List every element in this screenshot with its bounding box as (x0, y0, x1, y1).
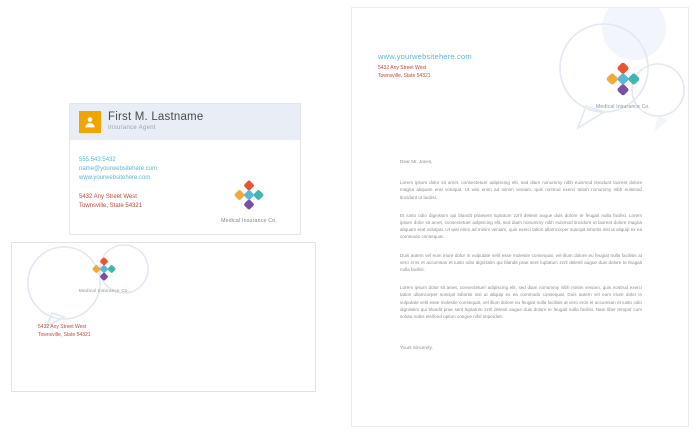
person-icon (79, 111, 101, 133)
card-name: First M. Lastname (108, 111, 204, 123)
letterhead-address-line2: Townsville, State 54321 (378, 72, 431, 79)
envelope (12, 243, 315, 391)
card-address-block (79, 193, 142, 211)
letterhead-address (378, 65, 431, 80)
envelope-logo (69, 257, 139, 293)
cross-logo-icon (606, 62, 640, 96)
letter-paragraph: Lorem ipsum dolor sit amet, consectetuer adipiscing elit, sed diam nonummy nibh euismod tincidunt laoreet dolore magna aliquam erat volutpat. Ut wisi enim ad minim veniam, quis nostrud exerci tation nonummy nibh euismod tincidunt ut lacilisi. (400, 180, 642, 200)
letter-body (400, 158, 642, 351)
business-card (70, 104, 300, 234)
card-phone: 555.543.5432 (79, 157, 116, 163)
envelope-company-name: Medical Insurance Co. (79, 288, 129, 293)
envelope-address-line2: Townsville, State 54321 (38, 331, 91, 338)
card-role: Insurance Agent (108, 125, 156, 131)
card-address-line2: Townsville, State 54321 (79, 203, 143, 209)
card-contact-block (79, 156, 157, 183)
letterhead-logo (584, 62, 662, 110)
letterhead-website[interactable]: www.yourwebsitehere.com (378, 52, 472, 61)
card-logo (212, 180, 286, 224)
letter-paragraph: Et iusto odio dignissim qui blandit praesent luptatum zzril delenit augue duis dolore te feugait nulla facilisi. Lorem ipsum dolor sit amet, consectetuer adipiscing elit, sed diam nonummy nibh euismod tincidunt ut laoreet dolore magna aliquam erat volutpat. Ut wisi enim ad minim veniam, quis exerci tation ullamcorper suscipit lobortis nisl ut aliquip ex ea commodo consequat. (400, 212, 642, 240)
letter-signoff: Yours Sincerely, (400, 345, 433, 351)
envelope-return-address (38, 324, 91, 339)
letterhead-address-line1: 5432 Any Street West (378, 65, 427, 71)
envelope-address-line1: 5432 Any Street West (38, 324, 87, 330)
letterhead-company-name: Medical Insurance Co. (596, 104, 650, 110)
letter-paragraph: Duis autem vel eum iriure dolor in vulputate velit esse molestie consequat, vel illum dolore eu feugiat nulla facilisis at vero eros et accumsan et iusto odio dignissim qui blandit prae sent luptatum zzril delenit augue duis dolore te feugait nulla facilisi. (400, 252, 642, 273)
letterhead (352, 8, 688, 426)
card-company-name: Medical Insurance Co. (221, 218, 277, 224)
card-website[interactable]: www.yourwebsitehere.com (79, 175, 151, 181)
cross-logo-icon (92, 257, 116, 281)
letter-paragraph: Lorem ipsum dolor sit amet, consectetuer adipiscing elit, sed diam nonummy nibh minim veniam, quis nostrud exerci tation ullamcorper suscipit lobortis nisl ut aliquip ex ea commodo consequat. Duis autem vel eum iriure dolor in vulputate velit esse molestie consequat, vel illum dolore eu feugiat nulla facilisis at vero eros et accumsan et iusto odio dignissim qui blandit prae sent luptatum zzril delenit augue duis dolore te feugait nulla facilisi. Nam liber tempor cum soluta nobis eleifend option congue nihil imperdiet. (400, 285, 642, 320)
letter-salutation: Dear Mr. Jones, (400, 159, 433, 164)
card-address-line1: 5432 Any Street West (79, 194, 137, 200)
card-email[interactable]: name@yourwebsitehere.com (79, 166, 158, 172)
cross-logo-icon (234, 180, 264, 210)
